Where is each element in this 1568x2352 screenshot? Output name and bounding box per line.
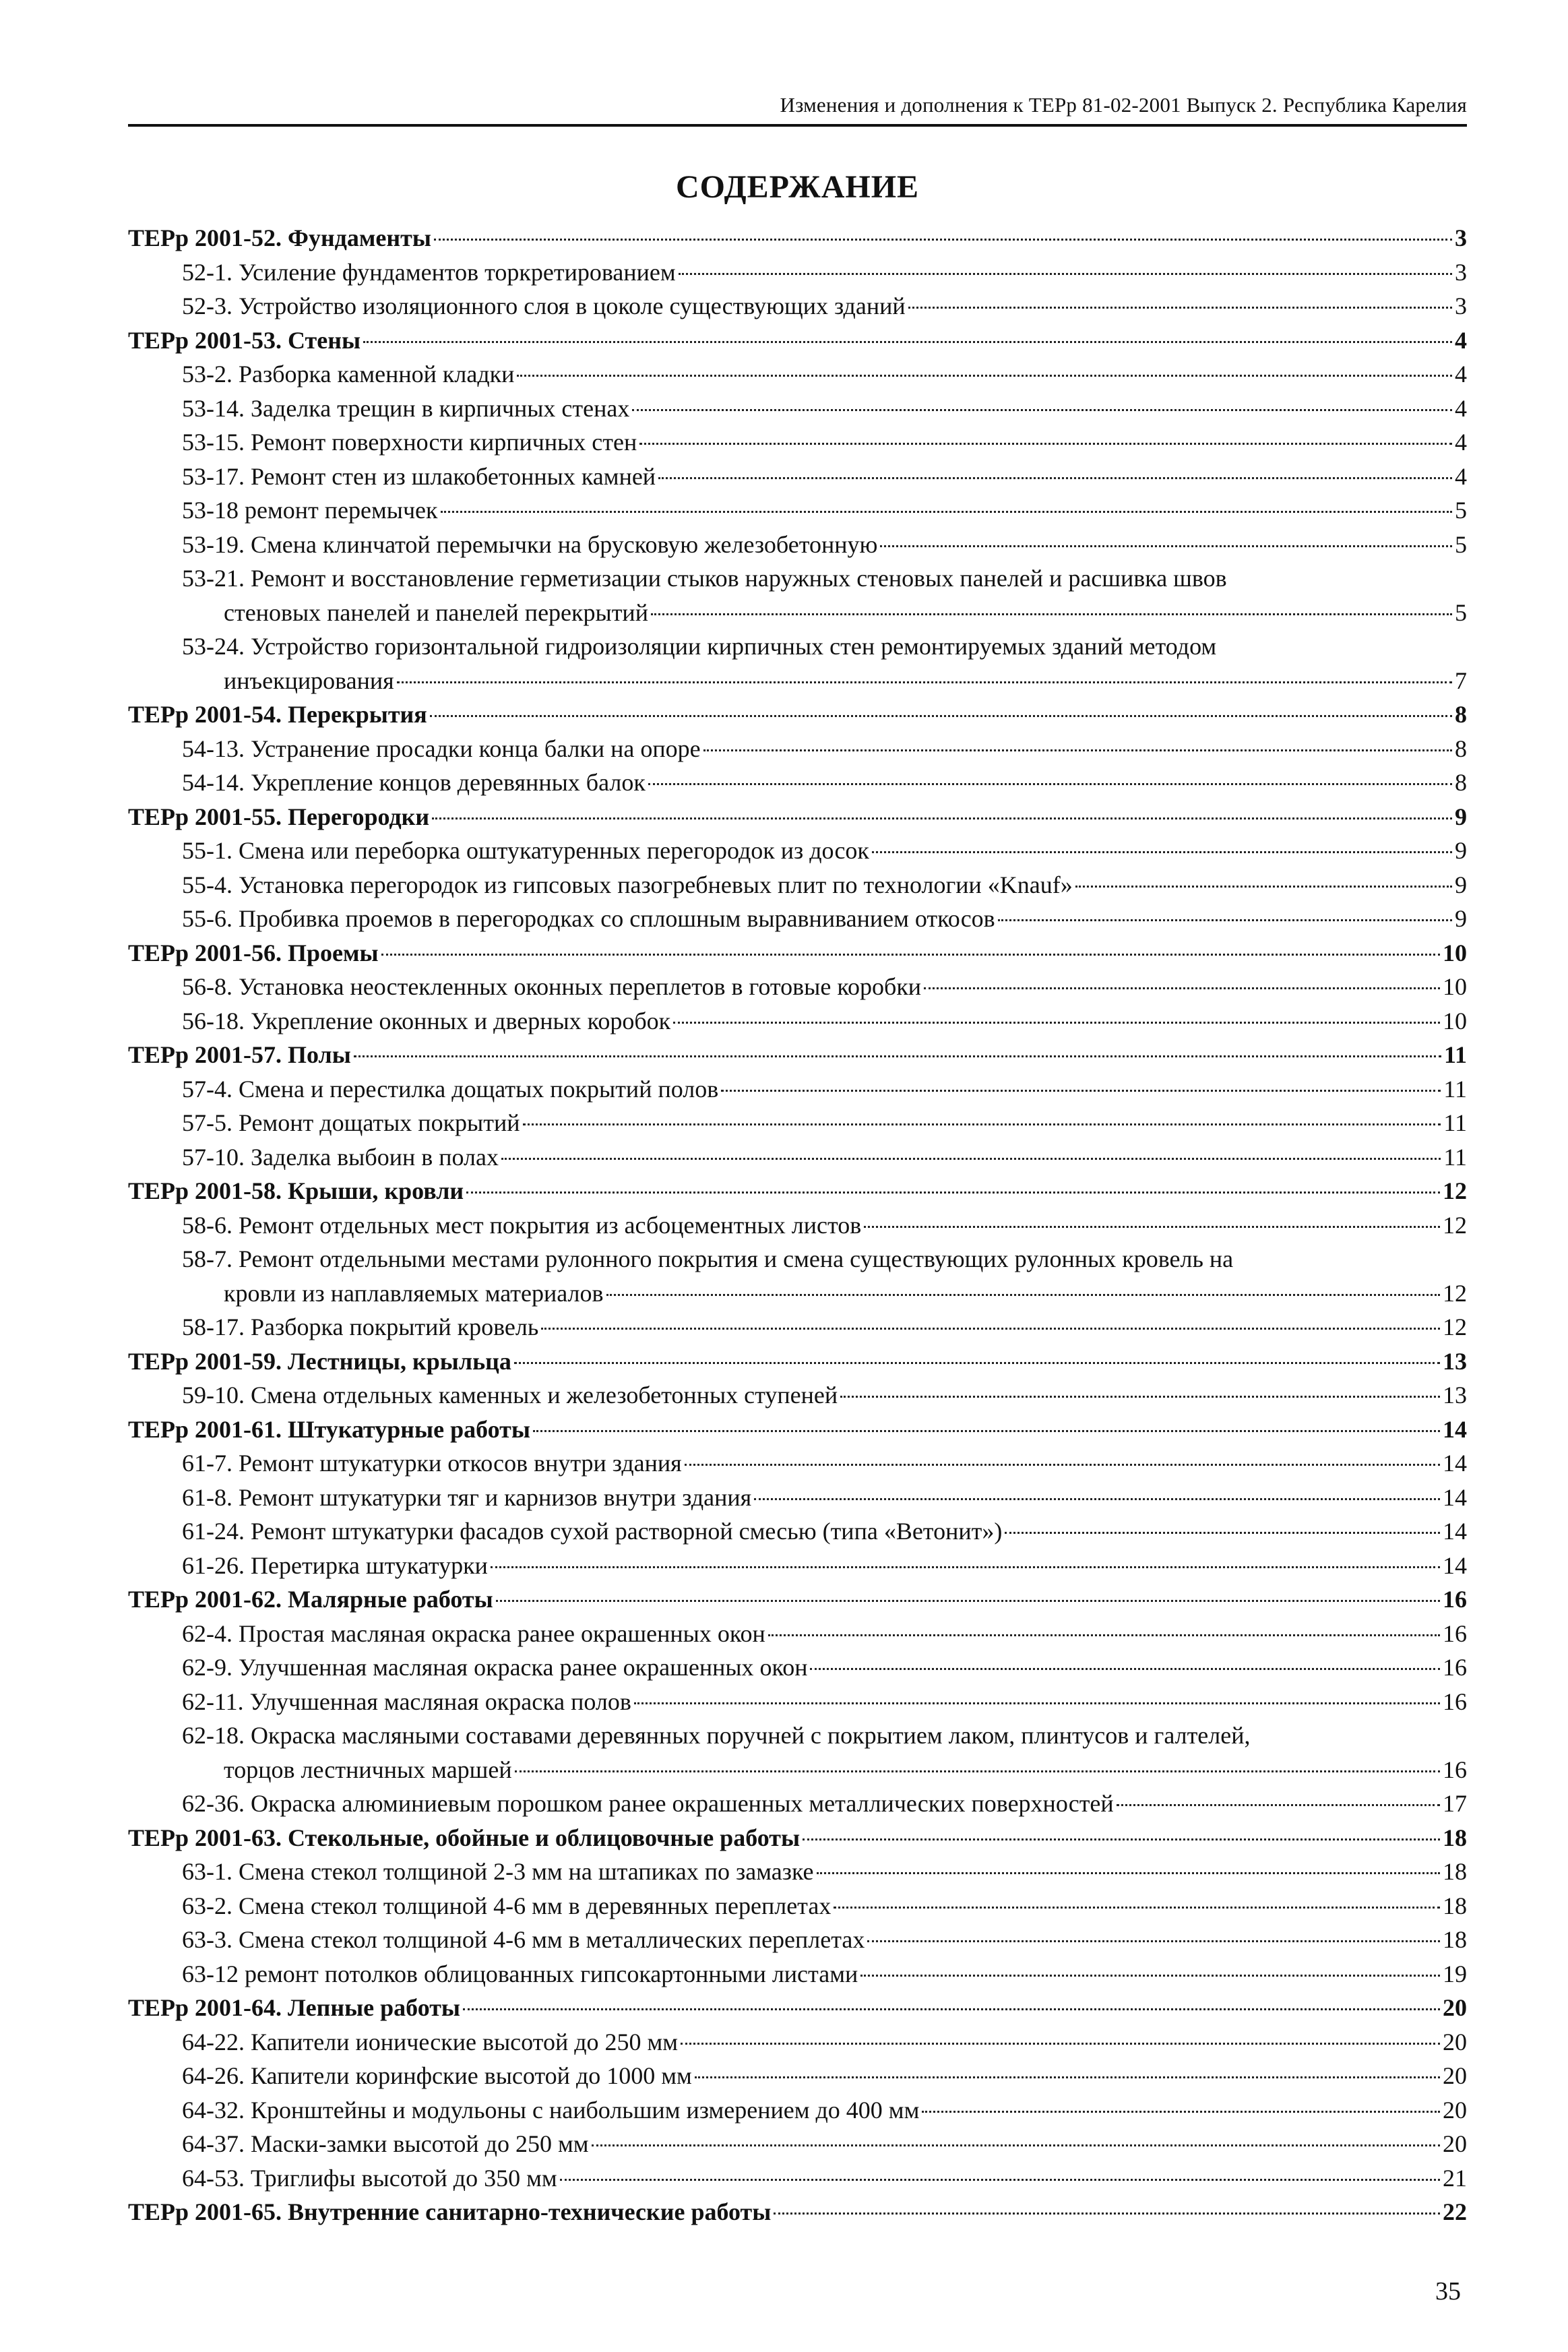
dot-leader — [523, 1123, 1441, 1125]
toc-entry[interactable] — [128, 1889, 1467, 1923]
toc-entry-label: 53-17. Ремонт стен из шлакобетонных камней — [182, 462, 656, 490]
toc-entry-label: 53-18 ремонт перемычек — [182, 497, 438, 524]
toc-entry-line: 58-7. Ремонт отдельными местами рулонного покрытия и смена существующих рулонных кровель на — [182, 1245, 1234, 1272]
toc-entry[interactable] — [128, 970, 1467, 1004]
dot-leader — [658, 477, 1452, 479]
toc-page-number: 19 — [1443, 1960, 1467, 1987]
dot-leader — [754, 1498, 1440, 1500]
toc-page-number: 22 — [1443, 2198, 1467, 2225]
toc-page-number: 11 — [1443, 1075, 1467, 1103]
dot-leader — [441, 511, 1452, 513]
toc-entry-label: 64-53. Триглифы высотой до 350 мм — [182, 2164, 557, 2192]
toc-entry[interactable] — [128, 357, 1467, 392]
toc-page-number: 14 — [1443, 1450, 1467, 1477]
toc-page-number: 8 — [1455, 735, 1467, 762]
dot-leader — [703, 749, 1452, 751]
toc-page-number: 14 — [1443, 1551, 1467, 1579]
toc-page-number: 14 — [1443, 1518, 1467, 1545]
toc-section-label: ТЕРр 2001-55. Перегородки — [128, 803, 430, 830]
toc-entry-label: 58-17. Разборка покрытий кровель — [182, 1313, 539, 1340]
toc-entry[interactable] — [128, 766, 1467, 800]
toc-entry[interactable] — [128, 1276, 1467, 1311]
toc-entry-label-continuation: стеновых панелей и панелей перекрытий — [224, 598, 648, 626]
toc-page-number: 12 — [1443, 1279, 1467, 1307]
toc-entry-label: 52-1. Усиление фундаментов торкретированием — [182, 258, 676, 286]
toc-entry-label: 64-37. Маски-замки высотой до 250 мм — [182, 2130, 589, 2157]
header-rule — [128, 124, 1467, 127]
toc-entry[interactable] — [128, 2059, 1467, 2093]
toc-page-number: 10 — [1443, 973, 1467, 1000]
toc-page-number: 17 — [1443, 1790, 1467, 1817]
toc-entry-label: 64-22. Капители ионические высотой до 250 мм — [182, 2028, 679, 2055]
toc-entry[interactable] — [128, 834, 1467, 868]
toc-entry-label: 56-18. Укрепление оконных и дверных коробок — [182, 1007, 671, 1034]
toc-page-number: 16 — [1443, 1586, 1467, 1613]
toc-page-number: 3 — [1455, 258, 1467, 286]
dot-leader — [924, 987, 1440, 989]
toc-entry-label-continuation: инъекцирования — [224, 667, 394, 694]
dot-leader — [922, 2111, 1440, 2113]
toc-entry[interactable] — [128, 596, 1467, 630]
toc-entry[interactable] — [128, 1106, 1467, 1140]
dot-leader — [363, 341, 1452, 343]
toc-entry[interactable] — [128, 2127, 1467, 2161]
toc-page-number: 16 — [1443, 1756, 1467, 1783]
toc-entry-label: 61-7. Ремонт штукатурки откосов внутри здания — [182, 1450, 682, 1477]
toc-section[interactable] — [128, 800, 1467, 834]
toc-entry[interactable] — [128, 1957, 1467, 1991]
toc-entry-label: 54-13. Устранение просадки конца балки на опоре — [182, 735, 701, 762]
dot-leader — [466, 1192, 1440, 1194]
toc-entry-label: 61-8. Ремонт штукатурки тяг и карнизов внутри здания — [182, 1483, 752, 1511]
toc-entry-label: 63-12 ремонт потолков облицованных гипсокартонными листами — [182, 1960, 858, 1987]
dot-leader — [817, 1872, 1440, 1874]
toc-section[interactable] — [128, 2195, 1467, 2229]
toc-section-label: ТЕРр 2001-52. Фундаменты — [128, 224, 431, 251]
toc-page-number: 5 — [1455, 598, 1467, 626]
dot-leader — [501, 1158, 1441, 1160]
dot-leader — [632, 409, 1452, 411]
toc-entry-line: 62-18. Окраска масляными составами деревянных поручней с покрытием лаком, плинтусов и галтелей, — [182, 1722, 1251, 1749]
toc-entry-label: 55-6. Пробивка проемов в перегородках со сплошным выравниванием откосов — [182, 905, 995, 932]
dot-leader — [606, 1294, 1440, 1296]
dot-leader — [463, 2008, 1440, 2010]
toc-page-number: 11 — [1443, 1143, 1467, 1171]
toc-entry[interactable] — [128, 1685, 1467, 1719]
dot-leader — [774, 2212, 1440, 2215]
running-head: Изменения и дополнения к ТЕРр 81-02-2001 Выпуск 2. Республика Карелия — [780, 93, 1467, 117]
dot-leader — [434, 239, 1452, 241]
toc-page-number: 20 — [1443, 1994, 1467, 2021]
dot-leader — [430, 715, 1452, 717]
toc-entry[interactable] — [128, 1549, 1467, 1583]
dot-leader — [381, 954, 1440, 956]
dot-leader — [673, 1022, 1440, 1024]
dot-leader — [1005, 1532, 1440, 1534]
toc-entry[interactable] — [128, 255, 1467, 290]
toc-section-label: ТЕРр 2001-53. Стены — [128, 326, 361, 354]
toc-section-label: ТЕРр 2001-65. Внутренние санитарно-технические работы — [128, 2198, 772, 2225]
dot-leader — [496, 1600, 1440, 1602]
toc-entry-label: 53-14. Заделка трещин в кирпичных стенах — [182, 394, 630, 422]
dot-leader — [998, 919, 1452, 921]
toc-page-number: 12 — [1443, 1177, 1467, 1204]
toc-page-number: 4 — [1455, 361, 1467, 388]
toc-entry[interactable] — [128, 1072, 1467, 1107]
dot-leader — [840, 1396, 1440, 1398]
toc-page-number: 18 — [1443, 1824, 1467, 1851]
toc-section-label: ТЕРр 2001-62. Малярные работы — [128, 1586, 493, 1613]
toc-entry-label: 63-1. Смена стекол толщиной 2-3 мм на штапиках по замазке — [182, 1858, 814, 1885]
dot-leader — [1075, 886, 1452, 888]
toc-page-number: 18 — [1443, 1858, 1467, 1885]
toc-entry[interactable] — [128, 1650, 1467, 1685]
toc-entry-label: 53-19. Смена клинчатой перемычки на брусковую железобетонную — [182, 530, 878, 558]
toc-entry-line: 53-21. Ремонт и восстановление герметизации стыков наружных стеновых панелей и расшивка швов — [182, 565, 1227, 592]
toc-entry[interactable] — [128, 2161, 1467, 2196]
toc-entry[interactable] — [128, 2025, 1467, 2060]
toc-entry-label: 53-2. Разборка каменной кладки — [182, 361, 515, 388]
toc-section-label: ТЕРр 2001-61. Штукатурные работы — [128, 1415, 530, 1443]
toc-section[interactable] — [128, 1413, 1467, 1447]
toc-entry[interactable] — [128, 460, 1467, 494]
toc-entry[interactable] — [128, 1787, 1467, 1821]
toc-page-number: 11 — [1443, 1041, 1467, 1068]
dot-leader — [634, 1702, 1440, 1704]
toc-section[interactable] — [128, 698, 1467, 732]
toc-page-number: 14 — [1443, 1415, 1467, 1443]
toc-entry[interactable] — [128, 1855, 1467, 1889]
dot-leader — [592, 2144, 1440, 2146]
toc-section[interactable] — [128, 1582, 1467, 1617]
toc-page-number: 7 — [1455, 667, 1467, 694]
toc-section[interactable] — [128, 1821, 1467, 1855]
toc-section[interactable] — [128, 323, 1467, 358]
toc-section-label: ТЕРр 2001-56. Проемы — [128, 939, 379, 966]
dot-leader — [695, 2076, 1440, 2078]
toc-entry[interactable] — [128, 1378, 1467, 1413]
toc-entry-label: 53-15. Ремонт поверхности кирпичных стен — [182, 429, 637, 456]
dot-leader — [491, 1566, 1440, 1568]
dot-leader — [872, 851, 1452, 853]
toc-page-number: 4 — [1455, 462, 1467, 490]
toc-page-number: 18 — [1443, 1926, 1467, 1953]
toc-page-number: 16 — [1443, 1688, 1467, 1715]
dot-leader — [685, 1464, 1440, 1466]
toc-entry[interactable] — [128, 1310, 1467, 1344]
toc-page-number: 8 — [1455, 769, 1467, 796]
dot-leader — [639, 443, 1452, 445]
toc-page-number: 12 — [1443, 1211, 1467, 1239]
dot-leader — [908, 307, 1452, 309]
toc-page-number: 4 — [1455, 429, 1467, 456]
toc-entry-label: 55-4. Установка перегородок из гипсовых пазогребневых плит по технологии «Knauf» — [182, 871, 1073, 898]
dot-leader — [515, 1770, 1440, 1772]
toc-page-number: 3 — [1455, 224, 1467, 251]
toc-entry-label: 52-3. Устройство изоляционного слоя в цоколе существующих зданий — [182, 292, 906, 319]
dot-leader — [810, 1668, 1440, 1670]
dot-leader — [679, 273, 1452, 275]
toc-entry[interactable] — [128, 425, 1467, 460]
dot-leader — [648, 783, 1452, 785]
toc-entry[interactable] — [128, 1753, 1467, 1787]
dot-leader — [681, 2043, 1440, 2045]
toc-entry[interactable] — [128, 1140, 1467, 1175]
toc-entry[interactable] — [128, 2093, 1467, 2128]
toc-entry-label: 61-26. Перетирка штукатурки — [182, 1551, 488, 1579]
toc-entry[interactable] — [128, 1208, 1467, 1243]
dot-leader — [1117, 1804, 1440, 1806]
dot-leader — [864, 1226, 1440, 1228]
toc-section[interactable] — [128, 1174, 1467, 1208]
toc-page-number: 21 — [1443, 2164, 1467, 2192]
toc-page-number: 10 — [1443, 939, 1467, 966]
toc-page-number: 18 — [1443, 1892, 1467, 1919]
toc-page-number: 20 — [1443, 2130, 1467, 2157]
page-title: СОДЕРЖАНИЕ — [675, 169, 920, 205]
dot-leader — [721, 1090, 1441, 1092]
toc-entry-label: 62-36. Окраска алюминиевым порошком ранее окрашенных металлических поверхностей — [182, 1790, 1114, 1817]
toc-entry-label: 62-9. Улучшенная масляная окраска ранее окрашенных окон — [182, 1654, 808, 1681]
toc-page-number: 5 — [1455, 497, 1467, 524]
toc-entry-label: 62-4. Простая масляная окраска ранее окрашенных окон — [182, 1619, 765, 1647]
dot-leader — [880, 545, 1452, 547]
toc-entry-label: 61-24. Ремонт штукатурки фасадов сухой растворной смесью (типа «Ветонит») — [182, 1518, 1003, 1545]
dot-leader — [432, 817, 1452, 819]
toc-page-number: 4 — [1455, 326, 1467, 354]
toc-page-number: 13 — [1443, 1382, 1467, 1409]
toc-entry-label: 63-3. Смена стекол толщиной 4-6 мм в металлических переплетах — [182, 1926, 865, 1953]
toc-entry-label: 63-2. Смена стекол толщиной 4-6 мм в деревянных переплетах — [182, 1892, 832, 1919]
toc-page-number: 20 — [1443, 2062, 1467, 2089]
toc-page-number: 11 — [1443, 1109, 1467, 1136]
toc-page-number: 3 — [1455, 292, 1467, 319]
toc-section-label: ТЕРр 2001-64. Лепные работы — [128, 1994, 461, 2021]
toc-page-number: 12 — [1443, 1313, 1467, 1340]
toc-entry[interactable] — [128, 664, 1467, 698]
toc-entry-label: 64-32. Кронштейны и модульоны с наибольшим измерением до 400 мм — [182, 2096, 920, 2124]
toc-entry-label: 55-1. Смена или переборка оштукатуренных перегородок из досок — [182, 837, 869, 864]
toc-entry[interactable] — [128, 1923, 1467, 1957]
toc-section-label: ТЕРр 2001-57. Полы — [128, 1041, 351, 1068]
toc-page-number: 10 — [1443, 1007, 1467, 1034]
toc-page-number: 9 — [1455, 871, 1467, 898]
toc-section[interactable] — [128, 1991, 1467, 2025]
toc-entry-label: 57-5. Ремонт дощатых покрытий — [182, 1109, 520, 1136]
table-of-contents — [128, 221, 1467, 2229]
toc-entry[interactable] — [128, 902, 1467, 936]
toc-page-number: 9 — [1455, 905, 1467, 932]
toc-page-number: 4 — [1455, 394, 1467, 422]
dot-leader — [397, 681, 1452, 683]
toc-section-label: ТЕРр 2001-59. Лестницы, крыльца — [128, 1347, 511, 1375]
toc-entry-label: 57-10. Заделка выбоин в полах — [182, 1143, 499, 1171]
toc-page-number: 20 — [1443, 2028, 1467, 2055]
toc-section-label: ТЕРр 2001-54. Перекрытия — [128, 701, 427, 728]
dot-leader — [514, 1362, 1440, 1364]
dot-leader — [541, 1328, 1440, 1330]
dot-leader — [803, 1838, 1440, 1840]
toc-entry[interactable] — [128, 1004, 1467, 1039]
toc-entry[interactable] — [128, 528, 1467, 562]
toc-entry[interactable] — [128, 289, 1467, 323]
toc-section[interactable] — [128, 221, 1467, 255]
toc-page-number: 9 — [1455, 803, 1467, 830]
toc-entry-label-continuation: торцов лестничных маршей — [224, 1756, 512, 1783]
toc-entry[interactable] — [128, 1446, 1467, 1481]
toc-section[interactable] — [128, 1038, 1467, 1072]
toc-entry[interactable] — [128, 1481, 1467, 1515]
toc-entry-label: 54-14. Укрепление концов деревянных балок — [182, 769, 646, 796]
dot-leader — [517, 375, 1452, 377]
toc-section[interactable] — [128, 936, 1467, 970]
dot-leader — [560, 2179, 1440, 2181]
dot-leader — [867, 1940, 1440, 1942]
toc-page-number: 16 — [1443, 1654, 1467, 1681]
toc-entry[interactable] — [128, 1514, 1467, 1549]
toc-page-number: 16 — [1443, 1619, 1467, 1647]
dot-leader — [354, 1055, 1441, 1057]
dot-leader — [533, 1430, 1440, 1432]
toc-page-number: 5 — [1455, 530, 1467, 558]
page-number: 35 — [1435, 2277, 1461, 2305]
toc-entry-line: 53-24. Устройство горизонтальной гидроизоляции кирпичных стен ремонтируемых зданий методом — [182, 633, 1217, 660]
toc-page-number: 13 — [1443, 1347, 1467, 1375]
toc-entry-label: 62-11. Улучшенная масляная окраска полов — [182, 1688, 631, 1715]
toc-entry[interactable] — [128, 1617, 1467, 1651]
toc-section[interactable] — [128, 1344, 1467, 1379]
dot-leader — [768, 1634, 1440, 1636]
toc-entry-label: 56-8. Установка неостекленных оконных переплетов в готовые коробки — [182, 973, 922, 1000]
toc-entry-label: 57-4. Смена и перестилка дощатых покрытий полов — [182, 1075, 719, 1103]
toc-entry-label: 64-26. Капители коринфские высотой до 1000 мм — [182, 2062, 692, 2089]
toc-entry[interactable] — [128, 732, 1467, 766]
toc-entry[interactable] — [128, 493, 1467, 528]
toc-section-label: ТЕРр 2001-58. Крыши, кровли — [128, 1177, 464, 1204]
toc-entry[interactable] — [128, 868, 1467, 902]
toc-entry[interactable] — [128, 392, 1467, 426]
dot-leader — [651, 613, 1452, 615]
dot-leader — [860, 1975, 1440, 1977]
dot-leader — [834, 1907, 1440, 1909]
toc-entry-label-continuation: кровли из наплавляемых материалов — [224, 1279, 604, 1307]
toc-page-number: 8 — [1455, 701, 1467, 728]
toc-page-number: 20 — [1443, 2096, 1467, 2124]
toc-page-number: 9 — [1455, 837, 1467, 864]
toc-section-label: ТЕРр 2001-63. Стекольные, обойные и облицовочные работы — [128, 1824, 801, 1851]
toc-entry-label: 59-10. Смена отдельных каменных и железобетонных ступеней — [182, 1382, 838, 1409]
toc-entry-label: 58-6. Ремонт отдельных мест покрытия из асбоцементных листов — [182, 1211, 862, 1239]
toc-page-number: 14 — [1443, 1483, 1467, 1511]
